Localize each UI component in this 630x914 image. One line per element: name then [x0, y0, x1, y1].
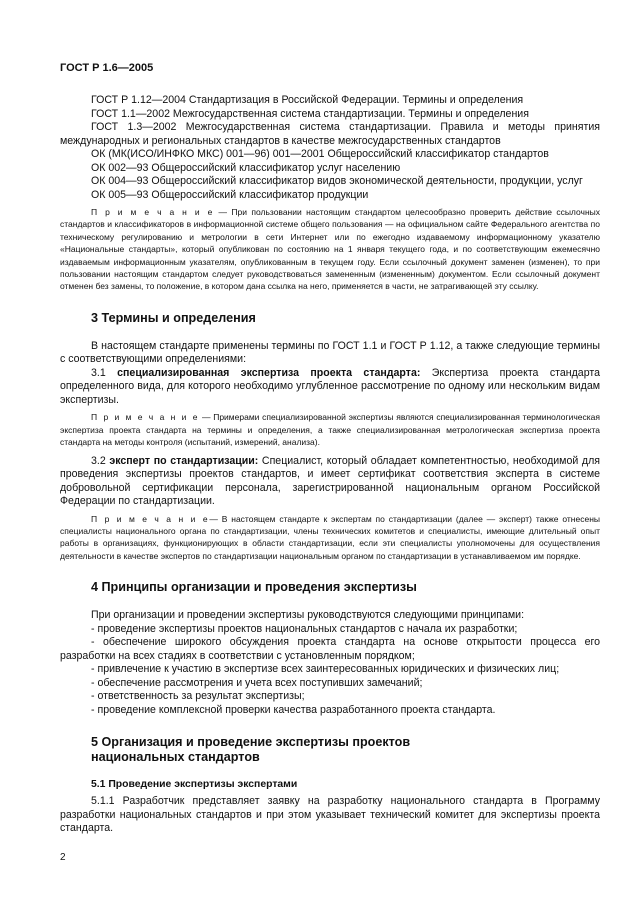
- list-item: - привлечение к участию в экспертизе всех заинтересованных юридических и физических лиц;: [91, 663, 560, 676]
- section-5-title: [91, 735, 600, 765]
- note-term-3-2: [60, 513, 600, 563]
- reference-item: ГОСТ 1.3—2002 Межгосударственная система стандартизации. Правила и методы принятия международных и региональных стандартов в качестве межгосударственных стандартов: [60, 121, 600, 147]
- note-label: П р и м е ч а н и е: [91, 412, 200, 423]
- note-label: П р и м е ч а н и е: [91, 513, 210, 524]
- subsection-5-1-title: 5.1 Проведение экспертизы экспертами: [91, 779, 298, 791]
- section-4-body: [60, 609, 600, 717]
- list-item: - проведение комплексной проверки качества разработанного проекта стандарта.: [91, 703, 496, 716]
- reference-item: ОК (МК(ИСО/ИНФКО МКС) 001—96) 001—2001 Общероссийский классификатор стандартов: [91, 148, 549, 160]
- section-5-title-line1: 5 Организация и проведение экспертизы проектов: [91, 735, 411, 750]
- references-list: [60, 94, 600, 202]
- reference-item: ГОСТ 1.1—2002 Межгосударственная система стандартизации. Термины и определения: [91, 107, 529, 120]
- reference-item: ОК 004—93 Общероссийский классификатор видов экономической деятельности, продукции, услуг: [91, 175, 583, 187]
- list-item: - обеспечение широкого обсуждения проекта стандарта на основе открытости процесса его разработки на всех стадиях в соответствии с установленным порядком;: [60, 636, 600, 662]
- section-3-title: 3 Термины и определения: [91, 310, 256, 325]
- reference-item: ОК 005—93 Общероссийский классификатор продукции: [91, 188, 369, 201]
- section-3-intro: В настоящем стандарте применены термины по ГОСТ 1.1 и ГОСТ Р 1.12, а также следующие термины с соответствующими определениями:: [60, 339, 600, 366]
- term-definition: Экспертиза проекта стандарта определенного вида, для которого необходимо углубленное рассмотрение по одному или нескольким видам экспертизы.: [60, 366, 600, 406]
- note-text: — Примерами специализированной экспертизы являются специализированная терминологическая экспертиза проекта стандарта на термины и определения, а также специализированная метрологическая экспертиза проекта стандарта на методы контроля (испытаний, измерений, анализа).: [60, 412, 600, 448]
- term-number: 3.2: [91, 454, 110, 467]
- section-3-body: [60, 340, 600, 408]
- note-term-3-1: [60, 411, 600, 448]
- document-header: ГОСТ Р 1.6—2005: [60, 62, 154, 74]
- reference-item: ОК 002—93 Общероссийский классификатор услуг населению: [91, 161, 401, 174]
- note-label: П р и м е ч а н и е: [91, 207, 215, 217]
- list-item: - обеспечение рассмотрения и учета всех поступивших замечаний;: [91, 676, 423, 689]
- term-3-2: [60, 455, 600, 509]
- term-3-2-block: [60, 455, 600, 509]
- page-number: 2: [60, 852, 66, 863]
- term-definition: Специалист, который обладает компетентностью, необходимой для проведения экспертизы проектов стандартов, и имеет сертификат соответствия эксперта в системе добровольной сертификации персонала, зарегистрированной национальным органом Российской Федерации по стандартизации.: [60, 454, 601, 508]
- note-text: — При пользовании настоящим стандартом целесообразно проверить действие ссылочных стандартов и классификаторов в информационной системе общего пользования — на официальном сайте Федерального агентства по техническому регулированию и метрологии в сети Интернет или по ежегодно издаваемому информационному указателю «Национальные стандарты», который опубликован по состоянию на 1 января текущего года, и по соответствующим ежемесячно издаваемым информационным указателям, опубликованным в текущем году. Если ссылочный документ заменен (изменен), то при пользовании настоящим стандартом следует руководствоваться замененным (измененным) документом. Если ссылочный документ отменен без замены, то положение, в котором дана ссылка на него, применяется в части, не затрагивающей эту ссылку.: [60, 207, 601, 292]
- term-number: 3.1: [91, 366, 118, 379]
- paragraph-5-1-1: 5.1.1 Разработчик представляет заявку на разработку национального стандарта в Программу разработки национальных стандартов и при этом указывает технический комитет для экспертизы проекта стандарта.: [60, 795, 600, 835]
- section-5-title-line2: национальных стандартов: [91, 750, 260, 765]
- section-4-title: 4 Принципы организации и проведения экспертизы: [91, 580, 417, 595]
- list-item: - проведение экспертизы проектов национальных стандартов с начала их разработки;: [91, 622, 518, 635]
- list-item: - ответственность за результат экспертизы;: [91, 690, 305, 703]
- note-text: — В настоящем стандарте к экспертам по стандартизации (далее — эксперт) также отнесены специалисты национального органа по стандартизации, члены технических комитетов и специалисты, имеющие длительный опыт работы в организациях, функционирующих в области стандартизации, если эти специалисты уполномочены для осуществления деятельности в качестве экспертов по стандартизации национальным органом по стандартизации в устанавливаемом им порядке.: [60, 513, 601, 561]
- term-name: эксперт по стандартизации:: [109, 454, 259, 467]
- section-4-intro: При организации и проведении экспертизы руководствуются следующими принципами:: [91, 609, 525, 622]
- term-name: специализированная экспертиза проекта стандарта:: [117, 366, 421, 379]
- reference-item: ГОСТ Р 1.12—2004 Стандартизация в Российской Федерации. Термины и определения: [91, 94, 524, 106]
- section-5-body: [60, 795, 600, 836]
- term-3-1: [60, 367, 600, 408]
- note-references: [60, 206, 600, 293]
